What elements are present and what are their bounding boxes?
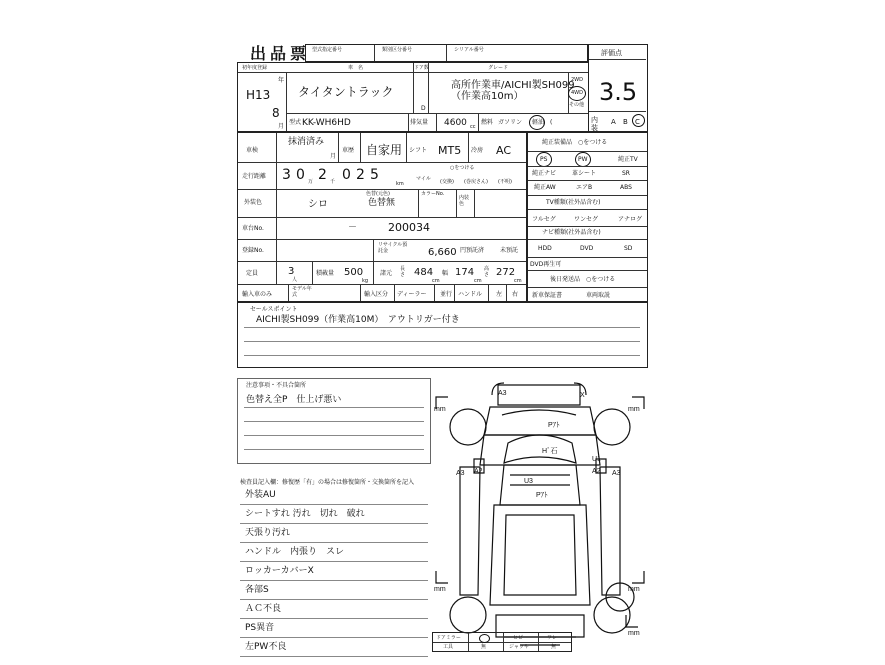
equipment-note: ○をつける (578, 139, 608, 146)
inspection-note-item: シートすれ 汚れ 切れ 破れ (245, 509, 365, 519)
inspection-note-item: 天張り汚れ (245, 528, 291, 538)
diagram-mark-a3-right: A3 (612, 470, 621, 477)
fuel-diesel: 軽油 (532, 119, 545, 126)
mileage-digit-4: 0 (342, 167, 351, 183)
mileage-exchanged: (交換) (440, 179, 454, 185)
class-number-label: 類別区分番号 (382, 47, 413, 53)
equipment-title-text: 純正装備品 (542, 139, 573, 146)
inspection-note-rule (240, 618, 428, 619)
interior-b: B (623, 118, 628, 126)
fuel-diesel-circle (529, 115, 545, 130)
diagram-mark-u1: U1 (592, 456, 601, 463)
mirror-circle (479, 634, 490, 643)
shift-label: シフト (409, 147, 428, 154)
diagram-mark-patto-hood: Pｱﾄ (548, 422, 560, 429)
inspector-label: 検査員記入欄：修復歴「有」の場合は修復箇所・交換箇所を記入 (240, 479, 415, 486)
use-value: 自家用 (366, 143, 403, 157)
model-year-label: モデル年式 (292, 286, 312, 298)
equip-sr: SR (622, 170, 630, 177)
ac-value: AC (496, 144, 512, 157)
inspection-note-rule (240, 656, 428, 657)
height-value: 272 (496, 267, 516, 278)
inspection-note-item: ＡＣ不良 (245, 604, 282, 614)
nav-type-title: ナビ種類(社外品含む) (542, 229, 601, 236)
nav-dvd: DVD (580, 245, 594, 252)
mileage-digit-1: 3 (282, 167, 291, 183)
tv-fullseg: フルセグ (532, 216, 556, 223)
after-ship-title-text: 後日発送品 (550, 276, 581, 283)
capacity-label: 定員 (246, 270, 259, 277)
inspection-note-rule (240, 599, 428, 600)
score-box (588, 44, 648, 132)
grade-text: 高所作業車/AICHI製SH099（作業高10m） (451, 80, 575, 102)
capacity-unit: 人 (292, 277, 298, 283)
import-label: 輸入車のみ (242, 291, 273, 298)
after-manual: 車両取説 (586, 292, 611, 299)
drive-2wd: 2WD (571, 77, 583, 83)
drive-4wd: 4WD (571, 90, 583, 96)
equip-navi: 純正ナビ (532, 170, 557, 177)
grade-header: グレード (488, 65, 509, 71)
diagram-mark-x-front: X (580, 392, 585, 399)
chassis-dash: － (348, 223, 358, 233)
jack-label: ジャッキ (509, 644, 529, 650)
length-value: 484 (414, 267, 434, 278)
equip-aw: 純正AW (534, 184, 556, 191)
mileage-digit-3: 2 (318, 167, 327, 183)
equip-leather: 革シート (572, 170, 597, 177)
sales-point-block (237, 302, 648, 368)
equip-pw: PW (578, 156, 588, 163)
fuel-label: 燃料 (481, 119, 494, 126)
score-value: 3.5 (599, 78, 638, 106)
import-type-label: 輸入区分 (364, 291, 389, 298)
inspection-note-item: 各部S (245, 585, 269, 595)
mm-label-br: mm (628, 586, 640, 593)
ac-label: 冷房 (471, 147, 484, 154)
mm-label-tr: mm (628, 406, 640, 413)
import-parallel: 並行 (440, 291, 453, 298)
inspection-value: 抹消済み (288, 137, 325, 147)
inspection-note-rule (240, 561, 428, 562)
inspection-note-rule (240, 523, 428, 524)
details-block (237, 132, 527, 302)
handle-left: 左 (496, 291, 503, 298)
height-unit: cm (514, 278, 522, 284)
door-unit: D (421, 105, 426, 112)
equip-tv: 純正TV (618, 156, 638, 163)
color-value: シロ (308, 199, 328, 210)
car-name-label: 車 名 (348, 65, 364, 71)
width-unit: cm (474, 278, 482, 284)
id-number-box (305, 44, 588, 62)
inspection-note-item: PS異音 (245, 623, 275, 633)
jack-value: 無 (551, 644, 557, 650)
inspection-note-rule (240, 542, 428, 543)
equip-ps: PS (540, 156, 548, 163)
vehicle-block (237, 62, 589, 132)
score-label: 評価点 (601, 49, 622, 57)
after-ship-title (550, 276, 615, 283)
mileage-rewound: (巻戻さん) (464, 179, 488, 185)
fuel-gasoline: ガソリン (498, 119, 523, 126)
mirror-tools-table (432, 632, 572, 652)
mm-label-tl: mm (434, 406, 446, 413)
height-label: 高さ (484, 266, 490, 278)
after-ship-note: ○をつける (586, 276, 616, 283)
diagram-mark-a3-left: A3 (456, 470, 465, 477)
inspection-note-rule (240, 637, 428, 638)
chassis-value: 200034 (388, 221, 430, 234)
load-value: 500 (344, 267, 364, 278)
inspection-note-rule (240, 580, 428, 581)
crack-label: ヒビ (513, 635, 524, 641)
tools-label: 工具 (443, 644, 454, 650)
nav-sd: SD (624, 245, 633, 252)
diagram-mark-a2-left: A2 (474, 468, 483, 475)
length-unit: cm (432, 278, 440, 284)
type-designation-label: 型式指定番号 (312, 47, 343, 53)
equip-ps-circle (536, 152, 552, 167)
nav-hdd: HDD (538, 245, 552, 252)
load-label: 積載量 (316, 270, 335, 277)
car-name: タイタントラック (298, 85, 394, 99)
fuel-other: ( (550, 119, 553, 126)
interior-c-circle (632, 114, 645, 127)
tv-type-title: TV種類(社外品含む) (546, 199, 601, 206)
use-label: 車歴 (342, 147, 355, 154)
break-label: ワレ (547, 635, 558, 641)
recycle-value: 6,660 (428, 247, 457, 258)
notes-text: 色替え全P 仕上げ悪い (246, 395, 342, 405)
equip-airbag: エアB (576, 184, 593, 191)
interior-c: C (635, 118, 640, 126)
mm-label-spare: mm (628, 630, 640, 637)
serial-number-label: シリアル番号 (454, 47, 484, 53)
first-reg-era: H13 (246, 88, 271, 102)
model-label: 型式 (289, 119, 302, 126)
diagram-mark-a2-right: A2 (592, 468, 601, 475)
color-code-label: カラーNo. (421, 191, 445, 197)
displacement-value: 4600 (444, 118, 467, 128)
recycle-deposited: 円預託済 (460, 247, 485, 254)
color-change-value: 色替無 (368, 198, 396, 208)
first-reg-month: 8 (272, 106, 280, 120)
color-label: 外装色 (244, 199, 263, 206)
tv-analog: アナログ (618, 216, 643, 223)
length-label: 長さ (400, 266, 406, 278)
mileage-note: ○をつける (450, 165, 475, 171)
mileage-mile: マイル (416, 176, 431, 182)
inspection-note-item: ロッカーカバーX (245, 566, 314, 576)
recycle-label: リサイクル預託金 (378, 242, 408, 254)
color-change-label: 色替(元色) (366, 191, 390, 197)
shift-value: MT5 (438, 144, 462, 157)
import-dealer: ディーラー (397, 291, 427, 298)
notes-label: 注意事項・不具合箇所 (246, 382, 307, 389)
first-reg-label: 初年度登録 (242, 65, 268, 71)
month-label: 月 (278, 123, 285, 130)
equip-pw-circle (575, 152, 591, 167)
load-unit: kg (362, 278, 369, 284)
sales-point-label: セールスポイント (250, 306, 298, 313)
handle-label: ハンドル (458, 291, 483, 298)
after-warranty: 新車保証書 (532, 292, 563, 299)
mileage-label: 走行距離 (242, 173, 267, 180)
page-title: 出品票 (250, 44, 311, 63)
drive-4wd-circle (568, 86, 586, 101)
interior-label: 内装 (591, 116, 598, 132)
car-diagram (430, 375, 650, 665)
mileage-digit-2: 0 (296, 167, 305, 183)
mileage-km: km (396, 181, 404, 187)
width-label: 幅 (442, 270, 449, 277)
equipment-block (527, 132, 648, 302)
equipment-title (542, 139, 607, 146)
diagram-mark-patto-roof: Pｱﾄ (536, 492, 548, 499)
mileage-unit-sen: 千 (330, 179, 336, 185)
diagram-mark-bishi: Hﾞ石 (542, 448, 558, 455)
regno-label: 登録No. (242, 247, 264, 254)
sales-point-text: AICHI製SH099（作業高10M） アウトリガー付き (256, 315, 460, 325)
mileage-digit-6: 5 (370, 167, 379, 183)
inspection-note-item: ハンドル 内張り スレ (245, 547, 345, 557)
chassis-label: 車台No. (242, 225, 264, 232)
inspection-label: 車検 (246, 147, 259, 154)
notes-block (237, 378, 431, 464)
width-value: 174 (455, 267, 475, 278)
recycle-not-deposited: 未預託 (500, 247, 519, 254)
diagram-mark-u3: U3 (524, 478, 533, 485)
capacity-value: 3 (288, 266, 295, 277)
diagram-mark-a3-front: A3 (498, 390, 507, 397)
displacement-unit: cc (470, 124, 476, 130)
tools-value: 無 (481, 644, 487, 650)
mm-label-bl: mm (434, 586, 446, 593)
displacement-label: 排気量 (410, 119, 429, 126)
drive-other: その他 (569, 102, 585, 108)
handle-right: 右 (512, 291, 519, 298)
mileage-digit-5: 2 (356, 167, 365, 183)
interior-a: A (611, 118, 616, 126)
inspection-note-item: 左PW不良 (245, 642, 287, 652)
year-label: 年 (278, 77, 285, 84)
mileage-unit-man: 万 (308, 179, 314, 185)
model-value: KK-WH6HD (302, 118, 351, 128)
inspection-note-item: 外装AU (245, 490, 276, 500)
door-label: ドア数 (414, 65, 429, 71)
mirror-label: ドアミラー (436, 635, 461, 641)
dvd-playback: DVD再生可 (530, 261, 562, 268)
inspection-note-rule (240, 504, 428, 505)
equip-abs: ABS (620, 184, 632, 191)
tv-oneseg: ワンセグ (574, 216, 599, 223)
mileage-unknown: (不明) (498, 179, 512, 185)
trim-color-label: 内装色 (459, 195, 470, 207)
dims-label: 諸元 (380, 270, 393, 277)
inspection-unit: 月 (330, 153, 337, 160)
